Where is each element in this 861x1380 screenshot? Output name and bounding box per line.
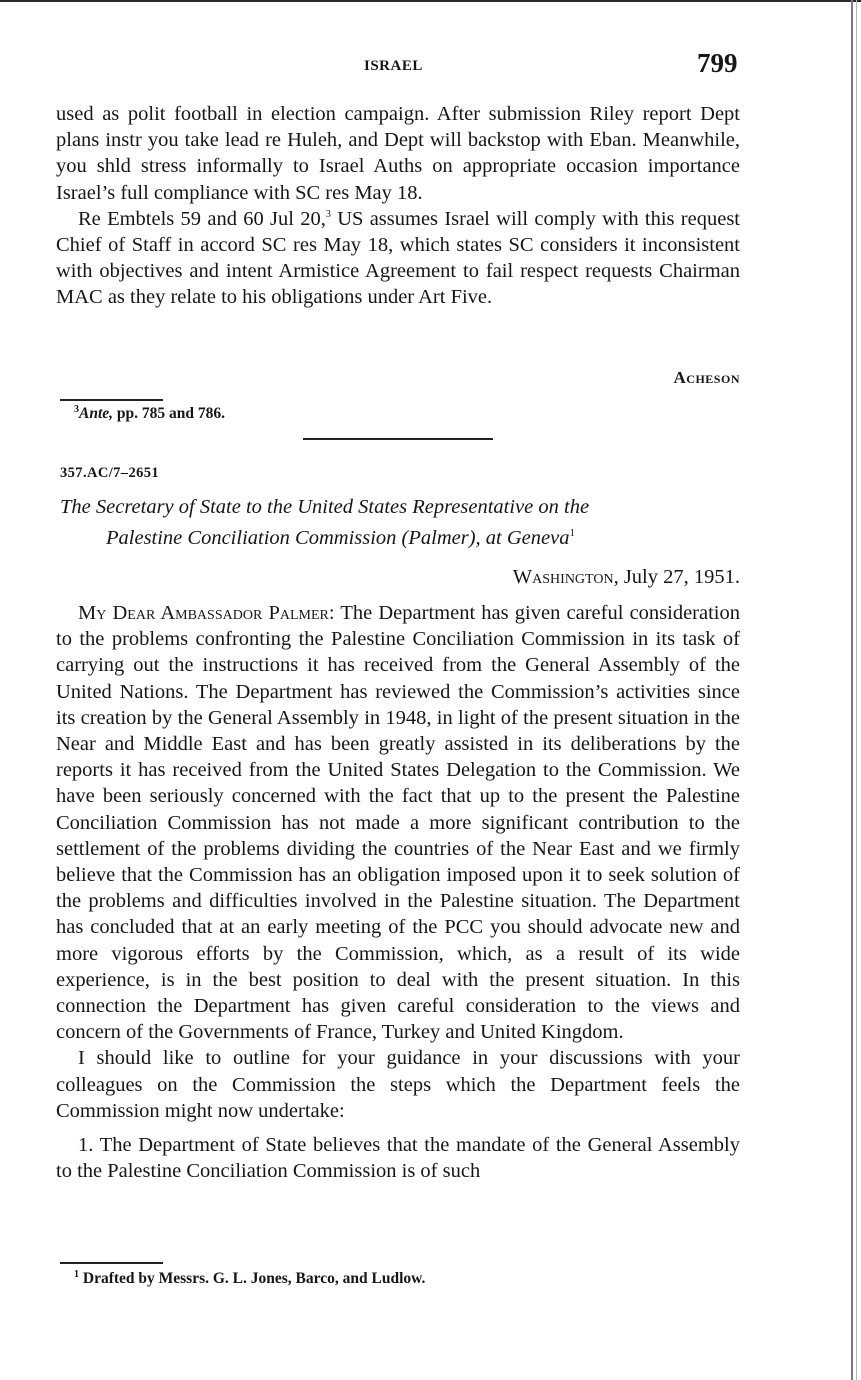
letter-paragraph-1-text: : The Department has given careful consideration to the problems confronting the Palestine Conciliation Commission in its task of carrying out the instructions it has received from the General Assembly of the United Nations. The Department has reviewed the Commission’s activities since its creation by the General Assembly in 1948, in light of the present situation in the Near and Middle East and has been greatly assisted in its deliberations by the reports it has received from the United States Delegation to the Commission. We have been seriously concerned with the fact that up to the present the Palestine Conciliation Commission has not made a more significant contribution to the settlement of the problems dividing the countries of the Near East and we firmly believe that the Commission has an obligation imposed upon it to seek solution of the problems and difficulties involved in the Palestine situation. The Department has concluded that at an early meeting of the PCC you should advocate new and more vigorous efforts by the Commission, which, as a result of its wide experience, is in the best position to deal with the present situation. In this connection the Department has given careful consideration to the views and concern of the Governments of France, Turkey and United Kingdom. [56,602,741,1044]
letter-paragraph-3: 1. The Department of State believes that the mandate of the General Assembly to the Palestine Conciliation Commission is of such [56,1134,740,1183]
dateline [513,566,740,589]
footnote-1 [74,1270,425,1288]
document-title-line-2-wrap [60,520,744,551]
continued-paragraph-2-lead: Re Embtels 59 and 60 Jul 20, [78,207,326,230]
page-number: 799 [697,48,738,78]
running-head [0,46,861,86]
document-separator [303,438,493,440]
document-title-line-2: Palestine Conciliation Commission (Palmer), at Geneva [106,526,570,549]
file-number: 357.AC/7–2651 [60,465,160,481]
dateline-date: , July 27, 1951. [613,566,740,588]
page-binding-edge-shadow [856,0,857,1380]
document-title-line-1: The Secretary of State to the United States Representative on the [60,496,590,518]
page-top-edge [0,0,861,2]
footnote-ref-3: 3 [325,208,331,220]
footnote-3-text: pp. 785 and 786. [113,405,226,422]
document-title [60,494,744,551]
footnote-1-text: Drafted by Messrs. G. L. Jones, Barco, and Ludlow. [79,1270,426,1287]
continued-paragraph-2 [56,206,740,311]
footnote-3-marker: 3 [74,403,79,415]
letter-paragraph-1 [56,600,740,1045]
continued-paragraph-1: used as polit football in election campaign. After submission Riley report Dept plans instr you take lead re Huleh, and Dept will backstop with Eban. Meanwhile, you shld stress informally to Israel Auths on appropriate occasion importance Israel’s full compliance with SC res May 18. [56,103,740,204]
letter-body [56,600,740,1184]
page-binding-edge [851,0,853,1380]
footnote-1-marker: 1 [74,1268,79,1280]
letter-paragraph-2: I should like to outline for your guidance in your discussions with your colleagues on the Commission the steps which the Department feels the Commission might now undertake: [56,1047,740,1122]
footnote-rule-bottom [60,1262,163,1264]
footnote-3-italic: Ante, [79,405,114,422]
running-head-title: ISRAEL [364,58,423,74]
dateline-place: Washington [512,566,614,588]
continued-text [56,101,740,311]
salutation: My Dear Ambassador Palmer [78,602,329,624]
footnote-rule [60,399,163,401]
signature-acheson: Acheson [673,368,740,387]
footnote-ref-1: 1 [569,527,575,539]
continued-paragraph-2-body: US assumes Israel will comply with this request Chief of Staff in accord SC res May 18, which states SC considers it inconsistent with objectives and intent Armistice Agreement to fail respect requests Chairman MAC as they relate to his obligations under Art Five. [56,207,740,309]
footnote-3 [74,405,225,423]
